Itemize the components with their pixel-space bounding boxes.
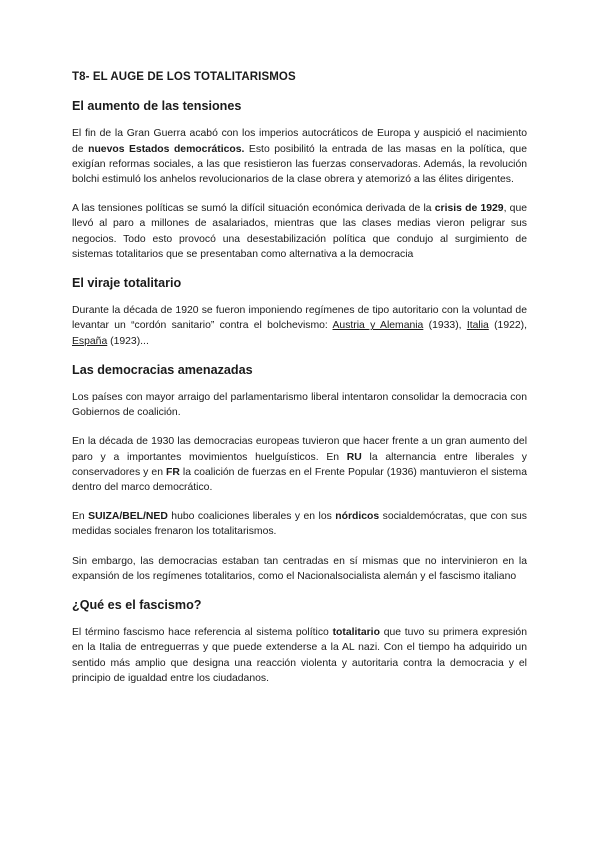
text-run: (1933),	[423, 320, 467, 332]
section-fascismo	[72, 598, 527, 686]
section-viraje	[72, 276, 527, 349]
text-run: El fin de la Gran Guerra acabó con los imperios autocráticos de Europa y auspició el nacimiento de	[72, 128, 527, 155]
section-heading-tensiones: El aumento de las tensiones	[72, 99, 242, 114]
section-heading-democracias: Las democracias amenazadas	[72, 362, 253, 377]
paragraph-fascismo-1	[72, 625, 527, 686]
underlined-italia: Italia	[466, 320, 489, 332]
section-heading-fascismo: ¿Qué es el fascismo?	[72, 598, 202, 613]
bold-term-nordicos: nórdicos	[335, 511, 380, 523]
paragraph-tensiones-2	[72, 201, 527, 262]
text-run: que tuvo su primera expresión en la Italia de entreguerras y que puede extenderse a la AL nazi. Con el tiempo ha adquirido un sentido más amplio que designa una reacción violenta y autoritaria contra la democracia y el principio de igualdad entre los ciudadanos.	[72, 627, 527, 684]
bold-term-estados: nuevos Estados democráticos.	[88, 143, 245, 155]
text-run: socialdemócratas, que con sus medidas sociales frenaron los totalitarismos.	[72, 511, 527, 538]
text-run: , que llevó al paro a millones de asalariados, mientras que las clases medias vieron peligrar sus negocios. Todo esto provocó una desestabilización política que condujo al surgimiento de sistemas totalitarios que se presentaban como alternativa a la democracia	[72, 203, 528, 260]
bold-term-totalitario: totalitario	[332, 627, 380, 639]
underlined-austria-alemania: Austria y Alemania	[332, 320, 424, 332]
text-run: A las tensiones políticas se sumó la difícil situación económica derivada de la	[72, 203, 435, 215]
document-title: T8- EL AUGE DE LOS TOTALITARISMOS	[72, 71, 296, 83]
text-run: En la década de 1930 las democracias europeas tuvieron que hacer frente a un gran aumento del paro y a importantes movimientos huelguísticos. En	[72, 436, 527, 463]
section-heading-viraje: El viraje totalitario	[72, 276, 182, 291]
text-run: hubo coaliciones liberales y en los	[167, 511, 336, 523]
paragraph-democracias-2	[72, 434, 527, 495]
paragraph-democracias-4: Sin embargo, las democracias estaban tan centradas en sí mismas que no intervinieron en la expansión de los regímenes totalitarios, como el Nacionalsocialista alemán y el fascismo italiano	[72, 555, 527, 582]
bold-term-suiza: SUIZA/BEL/NED	[88, 511, 168, 523]
paragraph-democracias-1: Los países con mayor arraigo del parlamentarismo liberal intentaron consolidar la democracia con Gobiernos de coalición.	[72, 392, 527, 419]
text-run: Esto posibilitó la entrada de las masas en la política, que exigían reformas sociales, a las que resistieron las fuerzas conservadoras. Además, la revolución bolchi estimuló los anhelos revolucionarios de la clase obrera y atemorizó a las élites dirigentes.	[72, 143, 527, 186]
paragraph-democracias-3	[72, 509, 527, 539]
text-run: (1923)...	[107, 335, 149, 347]
text-run: (1922),	[488, 320, 528, 332]
paragraph-viraje-1	[72, 303, 527, 349]
bold-term-crisis: crisis de 1929	[434, 203, 504, 215]
text-run: El término fascismo hace referencia al sistema político	[72, 627, 333, 639]
section-tensiones	[72, 99, 527, 262]
text-run: En	[72, 511, 89, 523]
document-page	[72, 70, 527, 700]
text-run: la coalición de fuerzas en el Frente Popular (1936) mantuvieron el sistema dentro del marco democrático.	[72, 466, 527, 494]
bold-term-fr: FR	[166, 466, 180, 478]
section-democracias	[72, 363, 527, 584]
text-run: la alternancia entre liberales y conservadores y en	[72, 451, 527, 478]
paragraph-tensiones-1	[72, 126, 527, 187]
underlined-espana: España	[72, 335, 108, 347]
text-run: Durante la década de 1920 se fueron imponiendo regímenes de tipo autoritario con la voluntad de levantar un “cordón sanitario” contra el bolchevismo:	[72, 305, 527, 332]
bold-term-ru: RU	[346, 451, 362, 463]
